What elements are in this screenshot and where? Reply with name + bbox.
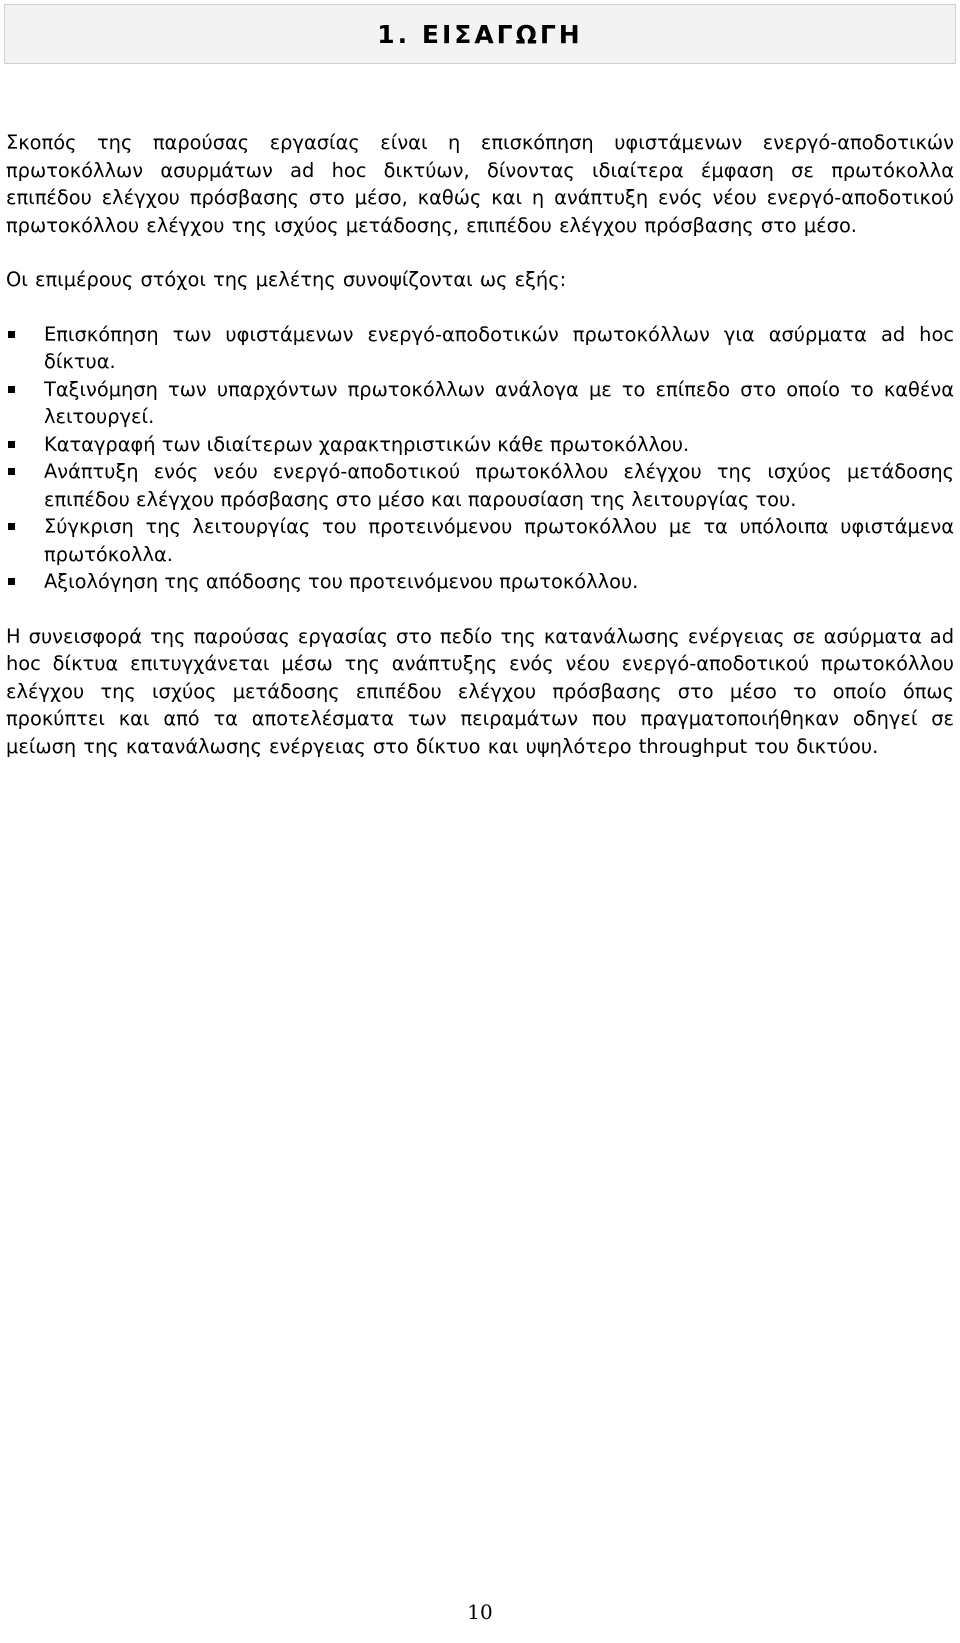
list-item [6, 513, 954, 568]
list-item [6, 568, 954, 596]
list-item-text: Αξιολόγηση της απόδοσης του προτεινόμενου πρωτοκόλλου. [44, 570, 639, 593]
square-bullet-icon [8, 468, 15, 475]
chapter-title-bar [4, 4, 956, 64]
page-body [6, 129, 954, 760]
chapter-title: 1. ΕΙΣΑΓΩΓΗ [377, 19, 583, 49]
intro-paragraph: Σκοπός της παρούσας εργασίας είναι η επισκόπηση υφιστάμενων ενεργό-αποδοτικών πρωτοκόλλων ασυρμάτων ad hoc δικτύων, δίνοντας ιδιαίτερα έμφαση σε πρωτόκολλα επιπέδου ελέγχου πρόσβασης στο μέσο, καθώς και η ανάπτυξη ενός νέου ενεργό-αποδοτικού πρωτοκόλλου ελέγχου της ισχύος μετάδοσης, επιπέδου ελέγχου πρόσβασης στο μέσο. [6, 131, 954, 237]
list-item [6, 376, 954, 431]
square-bullet-icon [8, 386, 15, 393]
list-item-text: Επισκόπηση των υφιστάμενων ενεργό-αποδοτικών πρωτοκόλλων για ασύρματα ad hoc δίκτυα. [44, 322, 954, 373]
list-item-text: Ανάπτυξη ενός νεόυ ενεργό-αποδοτικού πρωτοκόλλου ελέγχου της ισχύος μετάδοσης επιπέδου ελέγχου πρόσβασης στο μέσο και παρουσίαση της λειτουργίας του. [44, 460, 954, 511]
list-item [6, 431, 954, 459]
list-item [6, 321, 954, 376]
list-item-text: Σύγκριση της λειτουργίας του προτεινόμενου πρωτοκόλλου με τα υπόλοιπα υφιστάμενα πρωτόκολλα. [44, 515, 954, 566]
contribution-paragraph: Η συνεισφορά της παρούσας εργασίας στο πεδίο της κατανάλωσης ενέργειας σε ασύρματα ad hoc δίκτυα επιτυγχάνεται μέσω της ανάπτυξης ενός νέου ενεργό-αποδοτικού πρωτοκόλλου ελέγχου της ισχύος μετάδοσης επιπέδου ελέγχου πρόσβασης στο μέσο το οποίο όπως προκύπτει και από τα αποτελέσματα των πειραμάτων που πραγματοποιήθηκαν οδηγεί σε μείωση της κατανάλωσης ενέργειας στο δίκτυο και υψηλότερο throughput του δικτύου. [6, 624, 954, 758]
list-item-text: Ταξινόμηση των υπαρχόντων πρωτοκόλλων ανάλογα με το επίπεδο στο οποίο το καθένα λειτουργεί. [44, 377, 954, 428]
square-bullet-icon [8, 523, 15, 530]
square-bullet-icon [8, 441, 15, 448]
square-bullet-icon [8, 331, 15, 338]
list-item-text: Καταγραφή των ιδιαίτερων χαρακτηριστικών κάθε πρωτοκόλλου. [44, 432, 690, 456]
objectives-lead: Οι επιμέρους στόχοι της μελέτης συνοψίζονται ως εξής: [6, 268, 567, 291]
list-item [6, 458, 954, 513]
square-bullet-icon [8, 578, 15, 585]
page-number: 10 [467, 1600, 493, 1624]
objectives-list [6, 321, 954, 596]
